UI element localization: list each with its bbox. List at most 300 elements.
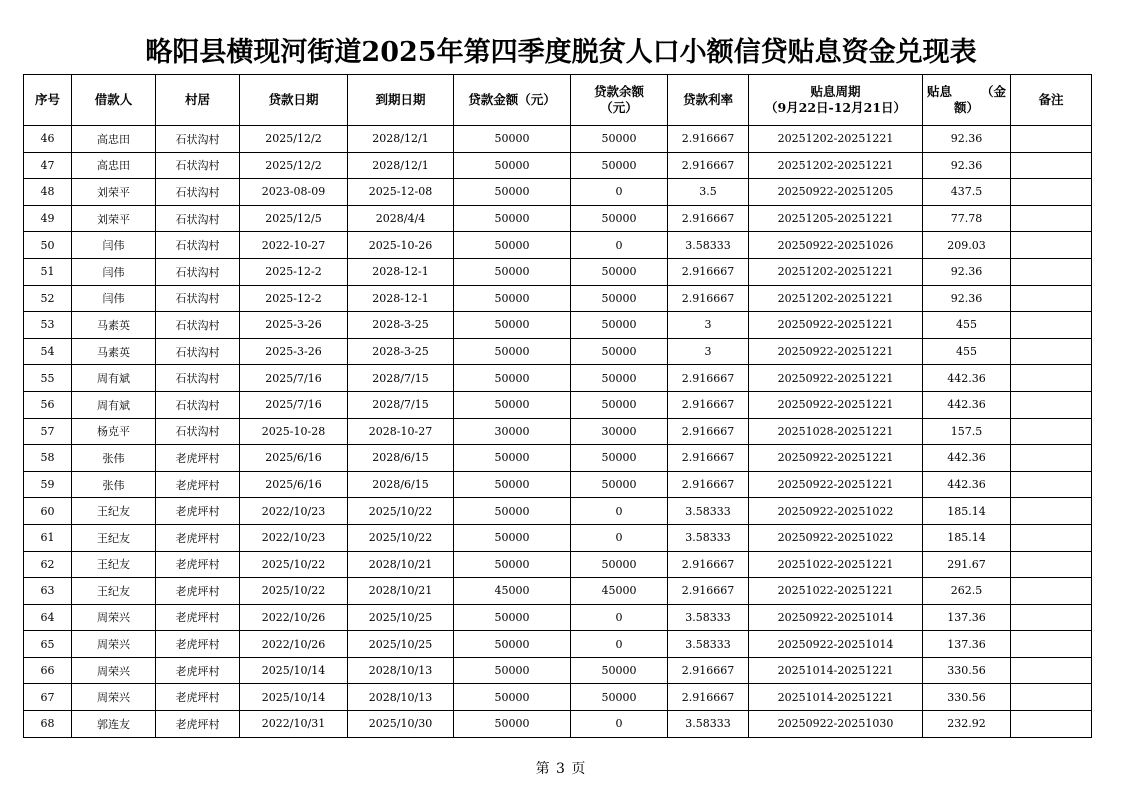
footer-page-number: 3 bbox=[556, 761, 566, 777]
cell-due-date: 2028/12/1 bbox=[348, 152, 454, 179]
cell-interest: 442.36 bbox=[923, 365, 1011, 392]
cell-due-date: 2025/10/22 bbox=[348, 524, 454, 551]
subsidy-table bbox=[23, 74, 1092, 738]
header-village: 村居 bbox=[156, 75, 240, 126]
cell-borrower: 周有斌 bbox=[72, 365, 156, 392]
cell-village: 石状沟村 bbox=[156, 365, 240, 392]
cell-borrower: 闫伟 bbox=[72, 232, 156, 259]
cell-loan-date: 2025-12-2 bbox=[240, 285, 348, 312]
cell-remark bbox=[1011, 179, 1092, 206]
cell-seq: 51 bbox=[24, 258, 72, 285]
cell-interest: 262.5 bbox=[923, 578, 1011, 605]
cell-remark bbox=[1011, 258, 1092, 285]
cell-interest: 92.36 bbox=[923, 258, 1011, 285]
cell-village: 石状沟村 bbox=[156, 418, 240, 445]
footer-suffix: 页 bbox=[571, 761, 587, 777]
cell-remark bbox=[1011, 205, 1092, 232]
cell-balance: 45000 bbox=[571, 578, 668, 605]
cell-remark bbox=[1011, 684, 1092, 711]
footer-prefix: 第 bbox=[535, 761, 551, 777]
cell-borrower: 闫伟 bbox=[72, 258, 156, 285]
cell-village: 老虎坪村 bbox=[156, 631, 240, 658]
cell-period: 20250922-20251221 bbox=[749, 312, 923, 339]
cell-borrower: 马素英 bbox=[72, 312, 156, 339]
cell-borrower: 周荣兴 bbox=[72, 631, 156, 658]
cell-period: 20250922-20251221 bbox=[749, 365, 923, 392]
cell-rate: 2.916667 bbox=[668, 684, 749, 711]
cell-balance: 50000 bbox=[571, 551, 668, 578]
cell-balance: 30000 bbox=[571, 418, 668, 445]
table-row bbox=[24, 604, 1092, 631]
cell-village: 石状沟村 bbox=[156, 258, 240, 285]
cell-borrower: 刘荣平 bbox=[72, 179, 156, 206]
cell-seq: 65 bbox=[24, 631, 72, 658]
cell-loan-date: 2022/10/31 bbox=[240, 711, 348, 738]
cell-amount: 30000 bbox=[454, 418, 571, 445]
cell-due-date: 2028/7/15 bbox=[348, 391, 454, 418]
cell-period: 20250922-20251205 bbox=[749, 179, 923, 206]
table-row bbox=[24, 312, 1092, 339]
cell-period: 20250922-20251030 bbox=[749, 711, 923, 738]
cell-rate: 2.916667 bbox=[668, 391, 749, 418]
cell-borrower: 马素英 bbox=[72, 338, 156, 365]
cell-rate: 3.58333 bbox=[668, 604, 749, 631]
cell-amount: 45000 bbox=[454, 578, 571, 605]
table-row bbox=[24, 524, 1092, 551]
table-row bbox=[24, 551, 1092, 578]
cell-loan-date: 2023-08-09 bbox=[240, 179, 348, 206]
cell-amount: 50000 bbox=[454, 471, 571, 498]
cell-village: 石状沟村 bbox=[156, 391, 240, 418]
cell-village: 老虎坪村 bbox=[156, 498, 240, 525]
cell-rate: 3 bbox=[668, 338, 749, 365]
cell-due-date: 2028/10/21 bbox=[348, 578, 454, 605]
cell-interest: 232.92 bbox=[923, 711, 1011, 738]
cell-period: 20251202-20251221 bbox=[749, 285, 923, 312]
cell-period: 20250922-20251221 bbox=[749, 391, 923, 418]
cell-loan-date: 2025/12/5 bbox=[240, 205, 348, 232]
table-row bbox=[24, 391, 1092, 418]
table-row bbox=[24, 445, 1092, 472]
cell-period: 20251014-20251221 bbox=[749, 684, 923, 711]
cell-balance: 50000 bbox=[571, 338, 668, 365]
table-row bbox=[24, 205, 1092, 232]
cell-loan-date: 2025/10/14 bbox=[240, 657, 348, 684]
table-header-row bbox=[24, 75, 1092, 126]
cell-interest: 209.03 bbox=[923, 232, 1011, 259]
table-row bbox=[24, 126, 1092, 153]
header-interest-a: 贴息 bbox=[927, 84, 953, 99]
cell-amount: 50000 bbox=[454, 179, 571, 206]
cell-remark bbox=[1011, 711, 1092, 738]
cell-village: 石状沟村 bbox=[156, 205, 240, 232]
page-title: 略阳县横现河街道2025年第四季度脱贫人口小额信贷贴息资金兑现表 bbox=[145, 37, 977, 68]
cell-remark bbox=[1011, 365, 1092, 392]
cell-balance: 0 bbox=[571, 711, 668, 738]
cell-due-date: 2028-3-25 bbox=[348, 312, 454, 339]
cell-loan-date: 2022/10/23 bbox=[240, 498, 348, 525]
table-row bbox=[24, 498, 1092, 525]
cell-seq: 47 bbox=[24, 152, 72, 179]
table-row bbox=[24, 179, 1092, 206]
cell-balance: 50000 bbox=[571, 285, 668, 312]
cell-village: 老虎坪村 bbox=[156, 604, 240, 631]
cell-amount: 50000 bbox=[454, 498, 571, 525]
header-balance bbox=[571, 75, 668, 126]
cell-village: 老虎坪村 bbox=[156, 445, 240, 472]
cell-rate: 2.916667 bbox=[668, 418, 749, 445]
cell-amount: 50000 bbox=[454, 551, 571, 578]
cell-amount: 50000 bbox=[454, 365, 571, 392]
table-body bbox=[24, 126, 1092, 738]
cell-seq: 58 bbox=[24, 445, 72, 472]
header-interest bbox=[923, 75, 1011, 126]
header-period-line2: （9月22日-12月21日） bbox=[764, 100, 907, 115]
cell-remark bbox=[1011, 338, 1092, 365]
cell-interest: 77.78 bbox=[923, 205, 1011, 232]
cell-due-date: 2028/12/1 bbox=[348, 126, 454, 153]
cell-period: 20250922-20251014 bbox=[749, 604, 923, 631]
cell-period: 20251014-20251221 bbox=[749, 657, 923, 684]
cell-balance: 50000 bbox=[571, 391, 668, 418]
cell-rate: 3.58333 bbox=[668, 232, 749, 259]
cell-rate: 2.916667 bbox=[668, 205, 749, 232]
cell-balance: 50000 bbox=[571, 126, 668, 153]
cell-period: 20250922-20251022 bbox=[749, 524, 923, 551]
cell-rate: 2.916667 bbox=[668, 126, 749, 153]
cell-loan-date: 2022/10/26 bbox=[240, 631, 348, 658]
cell-due-date: 2025/10/25 bbox=[348, 604, 454, 631]
cell-due-date: 2025-12-08 bbox=[348, 179, 454, 206]
cell-seq: 56 bbox=[24, 391, 72, 418]
header-remark: 备注 bbox=[1011, 75, 1092, 126]
table-row bbox=[24, 152, 1092, 179]
cell-borrower: 高忠田 bbox=[72, 152, 156, 179]
page-footer bbox=[0, 758, 1122, 778]
cell-borrower: 张伟 bbox=[72, 445, 156, 472]
cell-balance: 0 bbox=[571, 604, 668, 631]
cell-amount: 50000 bbox=[454, 631, 571, 658]
cell-balance: 0 bbox=[571, 524, 668, 551]
cell-remark bbox=[1011, 391, 1092, 418]
cell-due-date: 2028/6/15 bbox=[348, 445, 454, 472]
cell-period: 20251205-20251221 bbox=[749, 205, 923, 232]
table-row bbox=[24, 285, 1092, 312]
cell-due-date: 2028/10/13 bbox=[348, 684, 454, 711]
cell-borrower: 周荣兴 bbox=[72, 604, 156, 631]
header-amount: 贷款金额（元） bbox=[454, 75, 571, 126]
cell-amount: 50000 bbox=[454, 152, 571, 179]
cell-period: 20251028-20251221 bbox=[749, 418, 923, 445]
cell-village: 老虎坪村 bbox=[156, 684, 240, 711]
cell-seq: 57 bbox=[24, 418, 72, 445]
table-row bbox=[24, 258, 1092, 285]
cell-interest: 455 bbox=[923, 312, 1011, 339]
cell-amount: 50000 bbox=[454, 258, 571, 285]
header-period-line1: 贴息周期 bbox=[810, 84, 861, 99]
cell-due-date: 2028-3-25 bbox=[348, 338, 454, 365]
cell-period: 20251202-20251221 bbox=[749, 258, 923, 285]
cell-village: 老虎坪村 bbox=[156, 471, 240, 498]
cell-period: 20251022-20251221 bbox=[749, 551, 923, 578]
cell-interest: 157.5 bbox=[923, 418, 1011, 445]
cell-seq: 61 bbox=[24, 524, 72, 551]
cell-interest: 92.36 bbox=[923, 126, 1011, 153]
header-loan-date: 贷款日期 bbox=[240, 75, 348, 126]
table-row bbox=[24, 471, 1092, 498]
cell-interest: 137.36 bbox=[923, 631, 1011, 658]
cell-rate: 2.916667 bbox=[668, 551, 749, 578]
cell-interest: 437.5 bbox=[923, 179, 1011, 206]
header-seq: 序号 bbox=[24, 75, 72, 126]
cell-rate: 2.916667 bbox=[668, 365, 749, 392]
cell-rate: 2.916667 bbox=[668, 258, 749, 285]
cell-village: 老虎坪村 bbox=[156, 524, 240, 551]
cell-seq: 64 bbox=[24, 604, 72, 631]
cell-borrower: 杨克平 bbox=[72, 418, 156, 445]
cell-rate: 3.58333 bbox=[668, 498, 749, 525]
cell-loan-date: 2025-3-26 bbox=[240, 312, 348, 339]
cell-balance: 50000 bbox=[571, 657, 668, 684]
cell-interest: 291.67 bbox=[923, 551, 1011, 578]
cell-rate: 2.916667 bbox=[668, 578, 749, 605]
cell-amount: 50000 bbox=[454, 312, 571, 339]
cell-due-date: 2025/10/30 bbox=[348, 711, 454, 738]
cell-village: 老虎坪村 bbox=[156, 551, 240, 578]
cell-loan-date: 2025/10/22 bbox=[240, 551, 348, 578]
cell-due-date: 2025/10/22 bbox=[348, 498, 454, 525]
cell-rate: 3.5 bbox=[668, 179, 749, 206]
cell-borrower: 张伟 bbox=[72, 471, 156, 498]
cell-loan-date: 2025/6/16 bbox=[240, 471, 348, 498]
cell-loan-date: 2025/7/16 bbox=[240, 391, 348, 418]
cell-rate: 2.916667 bbox=[668, 152, 749, 179]
cell-due-date: 2025/10/25 bbox=[348, 631, 454, 658]
cell-balance: 50000 bbox=[571, 471, 668, 498]
cell-period: 20251202-20251221 bbox=[749, 126, 923, 153]
table-row bbox=[24, 657, 1092, 684]
cell-rate: 3.58333 bbox=[668, 631, 749, 658]
cell-remark bbox=[1011, 578, 1092, 605]
cell-remark bbox=[1011, 445, 1092, 472]
cell-seq: 50 bbox=[24, 232, 72, 259]
cell-borrower: 刘荣平 bbox=[72, 205, 156, 232]
cell-seq: 66 bbox=[24, 657, 72, 684]
cell-balance: 50000 bbox=[571, 205, 668, 232]
cell-remark bbox=[1011, 285, 1092, 312]
header-due-date: 到期日期 bbox=[348, 75, 454, 126]
cell-amount: 50000 bbox=[454, 205, 571, 232]
cell-loan-date: 2022/10/23 bbox=[240, 524, 348, 551]
cell-seq: 54 bbox=[24, 338, 72, 365]
header-borrower: 借款人 bbox=[72, 75, 156, 126]
cell-seq: 63 bbox=[24, 578, 72, 605]
header-interest-b: （金 bbox=[980, 84, 1006, 99]
table-row bbox=[24, 711, 1092, 738]
cell-borrower: 郭连友 bbox=[72, 711, 156, 738]
cell-period: 20250922-20251026 bbox=[749, 232, 923, 259]
table-row bbox=[24, 418, 1092, 445]
cell-seq: 67 bbox=[24, 684, 72, 711]
cell-borrower: 周有斌 bbox=[72, 391, 156, 418]
cell-loan-date: 2025/10/14 bbox=[240, 684, 348, 711]
cell-due-date: 2028/10/13 bbox=[348, 657, 454, 684]
cell-due-date: 2028-12-1 bbox=[348, 258, 454, 285]
cell-loan-date: 2022-10-27 bbox=[240, 232, 348, 259]
cell-borrower: 王纪友 bbox=[72, 498, 156, 525]
cell-seq: 68 bbox=[24, 711, 72, 738]
cell-balance: 0 bbox=[571, 498, 668, 525]
cell-balance: 50000 bbox=[571, 258, 668, 285]
cell-period: 20250922-20251022 bbox=[749, 498, 923, 525]
cell-rate: 2.916667 bbox=[668, 657, 749, 684]
header-rate: 贷款利率 bbox=[668, 75, 749, 126]
cell-village: 老虎坪村 bbox=[156, 657, 240, 684]
cell-borrower: 王纪友 bbox=[72, 551, 156, 578]
cell-period: 20250922-20251221 bbox=[749, 338, 923, 365]
cell-interest: 330.56 bbox=[923, 657, 1011, 684]
cell-borrower: 王纪友 bbox=[72, 524, 156, 551]
header-interest-c: 额） bbox=[953, 100, 979, 115]
cell-borrower: 周荣兴 bbox=[72, 684, 156, 711]
cell-seq: 60 bbox=[24, 498, 72, 525]
cell-due-date: 2028-12-1 bbox=[348, 285, 454, 312]
cell-interest: 330.56 bbox=[923, 684, 1011, 711]
cell-balance: 50000 bbox=[571, 445, 668, 472]
cell-interest: 455 bbox=[923, 338, 1011, 365]
cell-village: 石状沟村 bbox=[156, 285, 240, 312]
cell-remark bbox=[1011, 657, 1092, 684]
cell-balance: 50000 bbox=[571, 152, 668, 179]
cell-interest: 442.36 bbox=[923, 471, 1011, 498]
cell-village: 老虎坪村 bbox=[156, 711, 240, 738]
cell-remark bbox=[1011, 471, 1092, 498]
cell-interest: 185.14 bbox=[923, 524, 1011, 551]
cell-balance: 0 bbox=[571, 631, 668, 658]
cell-village: 石状沟村 bbox=[156, 312, 240, 339]
cell-amount: 50000 bbox=[454, 445, 571, 472]
cell-village: 石状沟村 bbox=[156, 179, 240, 206]
cell-interest: 92.36 bbox=[923, 285, 1011, 312]
cell-rate: 2.916667 bbox=[668, 471, 749, 498]
cell-village: 老虎坪村 bbox=[156, 578, 240, 605]
table-row bbox=[24, 684, 1092, 711]
cell-remark bbox=[1011, 551, 1092, 578]
cell-loan-date: 2025/7/16 bbox=[240, 365, 348, 392]
cell-seq: 49 bbox=[24, 205, 72, 232]
cell-amount: 50000 bbox=[454, 684, 571, 711]
table-row bbox=[24, 631, 1092, 658]
cell-period: 20251202-20251221 bbox=[749, 152, 923, 179]
cell-period: 20250922-20251221 bbox=[749, 471, 923, 498]
cell-period: 20251022-20251221 bbox=[749, 578, 923, 605]
cell-balance: 0 bbox=[571, 232, 668, 259]
cell-borrower: 高忠田 bbox=[72, 126, 156, 153]
cell-amount: 50000 bbox=[454, 232, 571, 259]
cell-balance: 50000 bbox=[571, 365, 668, 392]
cell-remark bbox=[1011, 418, 1092, 445]
cell-rate: 3.58333 bbox=[668, 711, 749, 738]
cell-remark bbox=[1011, 631, 1092, 658]
cell-amount: 50000 bbox=[454, 391, 571, 418]
cell-village: 石状沟村 bbox=[156, 152, 240, 179]
cell-due-date: 2028/7/15 bbox=[348, 365, 454, 392]
cell-seq: 46 bbox=[24, 126, 72, 153]
cell-remark bbox=[1011, 126, 1092, 153]
cell-amount: 50000 bbox=[454, 604, 571, 631]
cell-period: 20250922-20251014 bbox=[749, 631, 923, 658]
cell-village: 石状沟村 bbox=[156, 126, 240, 153]
cell-amount: 50000 bbox=[454, 126, 571, 153]
cell-balance: 50000 bbox=[571, 684, 668, 711]
cell-rate: 2.916667 bbox=[668, 285, 749, 312]
cell-seq: 62 bbox=[24, 551, 72, 578]
cell-due-date: 2028/10/21 bbox=[348, 551, 454, 578]
cell-rate: 3.58333 bbox=[668, 524, 749, 551]
cell-interest: 442.36 bbox=[923, 445, 1011, 472]
cell-interest: 137.36 bbox=[923, 604, 1011, 631]
cell-due-date: 2028/6/15 bbox=[348, 471, 454, 498]
cell-interest: 442.36 bbox=[923, 391, 1011, 418]
header-balance-line2: （元） bbox=[600, 100, 638, 115]
cell-village: 石状沟村 bbox=[156, 232, 240, 259]
header-period bbox=[749, 75, 923, 126]
cell-loan-date: 2025-3-26 bbox=[240, 338, 348, 365]
cell-seq: 53 bbox=[24, 312, 72, 339]
cell-borrower: 周荣兴 bbox=[72, 657, 156, 684]
cell-loan-date: 2025/10/22 bbox=[240, 578, 348, 605]
cell-seq: 52 bbox=[24, 285, 72, 312]
cell-seq: 59 bbox=[24, 471, 72, 498]
cell-seq: 48 bbox=[24, 179, 72, 206]
cell-amount: 50000 bbox=[454, 524, 571, 551]
cell-remark bbox=[1011, 312, 1092, 339]
cell-interest: 185.14 bbox=[923, 498, 1011, 525]
cell-interest: 92.36 bbox=[923, 152, 1011, 179]
cell-loan-date: 2025/12/2 bbox=[240, 152, 348, 179]
cell-period: 20250922-20251221 bbox=[749, 445, 923, 472]
cell-village: 石状沟村 bbox=[156, 338, 240, 365]
table-row bbox=[24, 578, 1092, 605]
cell-balance: 0 bbox=[571, 179, 668, 206]
cell-remark bbox=[1011, 604, 1092, 631]
cell-borrower: 王纪友 bbox=[72, 578, 156, 605]
table-row bbox=[24, 338, 1092, 365]
cell-borrower: 闫伟 bbox=[72, 285, 156, 312]
cell-amount: 50000 bbox=[454, 285, 571, 312]
cell-loan-date: 2025-10-28 bbox=[240, 418, 348, 445]
cell-remark bbox=[1011, 232, 1092, 259]
cell-loan-date: 2025/6/16 bbox=[240, 445, 348, 472]
cell-amount: 50000 bbox=[454, 338, 571, 365]
table-row bbox=[24, 365, 1092, 392]
table-row bbox=[24, 232, 1092, 259]
cell-loan-date: 2025-12-2 bbox=[240, 258, 348, 285]
cell-due-date: 2028-10-27 bbox=[348, 418, 454, 445]
cell-loan-date: 2025/12/2 bbox=[240, 126, 348, 153]
cell-remark bbox=[1011, 498, 1092, 525]
cell-balance: 50000 bbox=[571, 312, 668, 339]
cell-remark bbox=[1011, 152, 1092, 179]
cell-due-date: 2028/4/4 bbox=[348, 205, 454, 232]
cell-due-date: 2025-10-26 bbox=[348, 232, 454, 259]
cell-rate: 2.916667 bbox=[668, 445, 749, 472]
cell-amount: 50000 bbox=[454, 711, 571, 738]
cell-rate: 3 bbox=[668, 312, 749, 339]
cell-remark bbox=[1011, 524, 1092, 551]
cell-amount: 50000 bbox=[454, 657, 571, 684]
header-balance-line1: 贷款余额 bbox=[593, 84, 644, 99]
